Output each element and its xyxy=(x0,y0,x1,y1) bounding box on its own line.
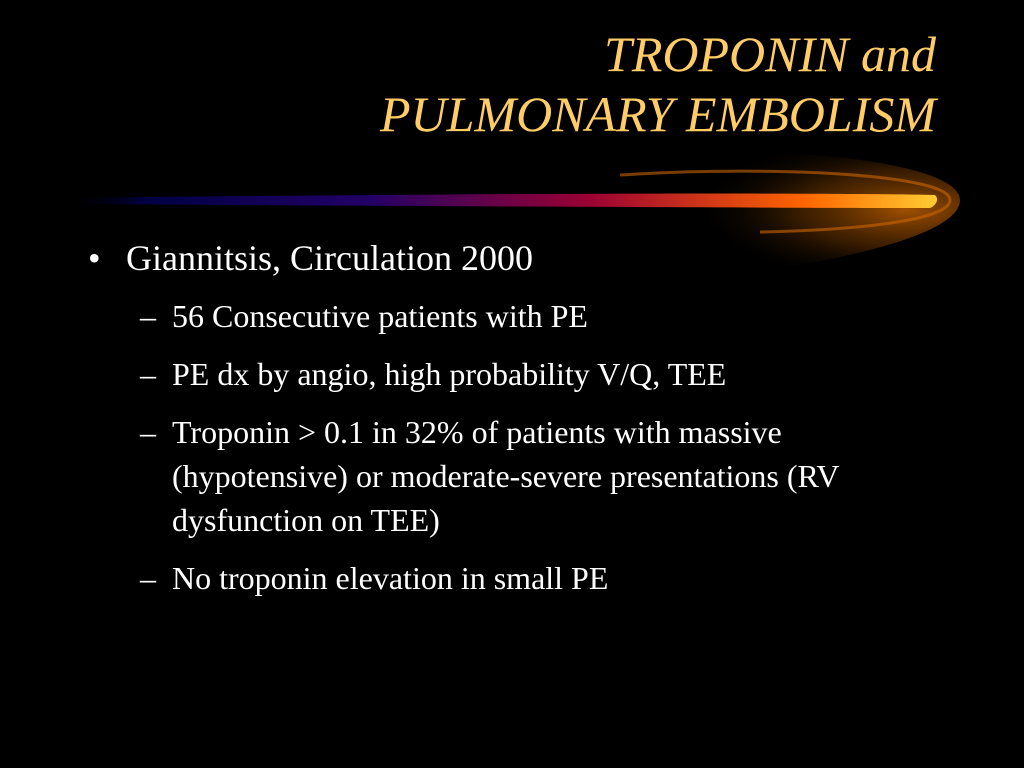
title-line-1: TROPONIN and xyxy=(604,26,936,82)
sub-bullet-text: PE dx by angio, high probability V/Q, TEE xyxy=(172,356,727,392)
dash-icon: – xyxy=(140,560,156,596)
sub-bullet-text: 56 Consecutive patients with PE xyxy=(172,298,588,334)
dash-icon: – xyxy=(140,414,156,450)
sub-bullet-text: Troponin > 0.1 in 32% of patients with massive (hypotensive) or moderate-severe presentations (RV dysfunction on TEE) xyxy=(172,414,839,538)
sub-bullet-text: No troponin elevation in small PE xyxy=(172,560,609,596)
sub-bullet-item xyxy=(0,556,1024,600)
title-line-2: PULMONARY EMBOLISM xyxy=(379,86,936,142)
bullet-dot-icon: • xyxy=(88,238,101,278)
bullet-list xyxy=(0,238,1024,614)
dash-icon: – xyxy=(140,298,156,334)
sub-bullet-item xyxy=(0,352,1024,396)
sub-bullet-item xyxy=(0,294,1024,338)
bullet-text: Giannitsis, Circulation 2000 xyxy=(126,238,533,278)
slide-title xyxy=(136,24,936,144)
sub-bullet-item xyxy=(0,410,1024,542)
dash-icon: – xyxy=(140,356,156,392)
bullet-item xyxy=(0,238,1024,278)
